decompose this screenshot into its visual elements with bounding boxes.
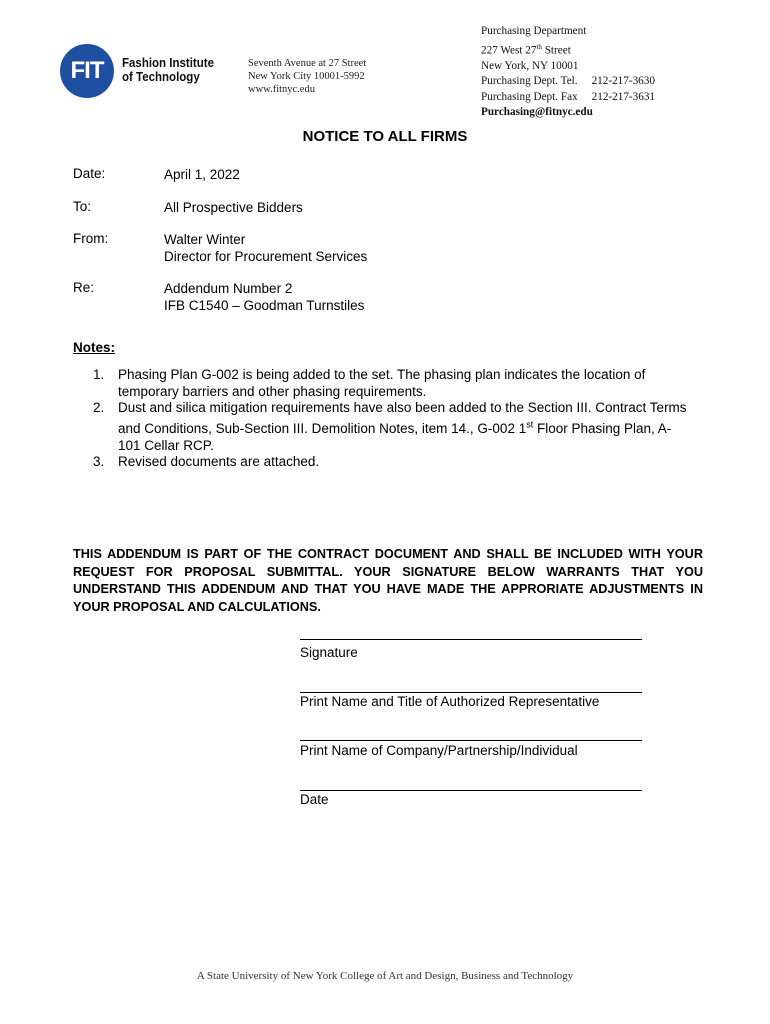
date-label: Date: (73, 166, 106, 181)
note-item (93, 367, 693, 400)
department-city: New York, NY 10001 (481, 59, 579, 72)
institution-name-line2: of Technology (122, 70, 200, 84)
company-name-line[interactable] (300, 740, 642, 741)
from-title: Director for Procurement Services (164, 249, 368, 264)
department-street: 227 West 27th Street (481, 42, 571, 57)
department-tel: Purchasing Dept. Tel. 212-217-3630 (481, 75, 655, 88)
re-label: Re: (73, 280, 95, 295)
to-value: All Prospective Bidders (164, 200, 303, 215)
department-contact (481, 24, 655, 121)
department-fax: Purchasing Dept. Fax 212-217-3631 (481, 90, 656, 103)
department-email[interactable]: Purchasing@fitnyc.edu (481, 106, 593, 119)
from-name: Walter Winter (164, 232, 246, 247)
institution-website: www.fitnyc.edu (248, 84, 315, 95)
institution-address-line2: New York City 10001-5992 (248, 71, 365, 82)
document-title: NOTICE TO ALL FIRMS (302, 128, 468, 145)
note-text: Phasing Plan G-002 is being added to the set. The phasing plan indicates the location of temporary barriers and other phasing requirements. (118, 367, 646, 399)
note-number: 1. (93, 367, 105, 382)
note-text: Dust and silica mitigation requirements have also been added to the Section III. Contract Terms and Conditions, Sub-Section III. Demolition Notes, item 14., G-002 1st Floor Phasing Plan, A-101 Cellar RCP. (118, 400, 687, 453)
institution-name (122, 56, 214, 84)
date-value: April 1, 2022 (164, 167, 240, 182)
company-name-label: Print Name of Company/Partnership/Individual (300, 743, 578, 758)
notes-heading: Notes: (73, 340, 116, 355)
representative-name-line[interactable] (300, 692, 642, 693)
institution-address-line1: Seventh Avenue at 27 Street (248, 58, 367, 69)
re-ifb: IFB C1540 – Goodman Turnstiles (164, 298, 365, 313)
signature-label: Signature (300, 645, 358, 660)
institution-address (248, 57, 366, 96)
fit-logo-mark: FIT (60, 44, 114, 98)
re-addendum: Addendum Number 2 (164, 281, 293, 296)
re-value (164, 280, 364, 314)
note-item (93, 400, 693, 454)
from-label: From: (73, 231, 109, 246)
note-number: 3. (93, 454, 105, 469)
date-signed-label: Date (300, 792, 329, 807)
note-item (93, 454, 693, 471)
department-name: Purchasing Department (481, 25, 587, 37)
footer-tagline: A State University of New York College of Art and Design, Business and Technology (196, 970, 574, 982)
representative-name-label: Print Name and Title of Authorized Representative (300, 694, 600, 709)
date-signed-line[interactable] (300, 790, 642, 791)
institution-name-line1: Fashion Institute (122, 56, 214, 70)
from-value (164, 231, 367, 265)
signature-line[interactable] (300, 639, 642, 640)
note-number: 2. (93, 400, 105, 415)
addendum-warning: THIS ADDENDUM IS PART OF THE CONTRACT DOCUMENT AND SHALL BE INCLUDED WITH YOUR REQUEST FOR PROPOSAL SUBMITTAL. YOUR SIGNATURE BELOW WARRANTS THAT YOU UNDERSTAND THIS ADDENDUM AND THAT YOU HAVE MADE THE APPRORIATE ADJUSTMENTS IN YOUR PROPOSAL AND CALCULATIONS. (73, 547, 703, 614)
note-text: Revised documents are attached. (118, 454, 320, 469)
notes-list (93, 367, 693, 471)
to-label: To: (73, 199, 92, 214)
